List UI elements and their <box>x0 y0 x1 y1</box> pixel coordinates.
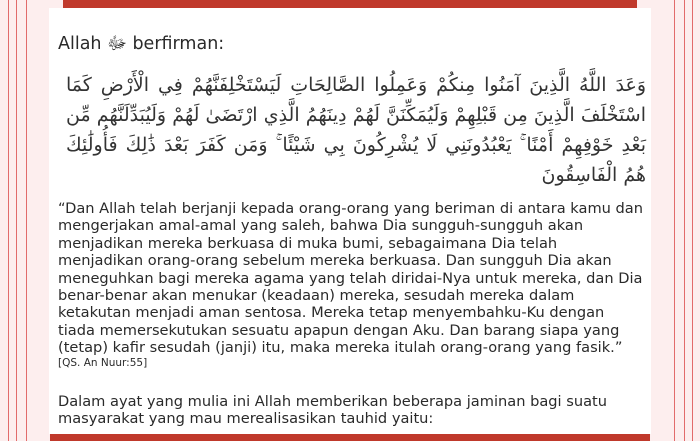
verse-reference: [QS. An Nuur:55] <box>58 357 148 369</box>
left-edge-line-3 <box>26 0 27 441</box>
arabic-verse: وَعَدَ اللَّهُ الَّذِينَ آمَنُوا مِنكُمْ وَعَمِلُوا الصَّالِحَاتِ لَيَسْتَخْلِفَنَّهُمْ فِي الْأَرْضِ كَمَا اسْتَخْلَفَ الَّذِينَ مِن قَبْلِهِمْ وَلَيُمَكِّنَنَّ لَهُمْ دِينَهُمُ الَّذِي ارْتَضَىٰ لَهُمْ وَلَيُبَدِّلَنَّهُم مِّن بَعْدِ خَوْفِهِمْ أَمْنًا ۚ يَعْبُدُونَنِي لَا يُشْرِكُونَ بِي شَيْئًا ۚ وَمَن كَفَرَ بَعْدَ ذَٰلِكَ فَأُولَٰئِكَ هُمُ الْفَاسِقُونَ <box>66 74 646 186</box>
closing-paragraph: Dalam ayat yang mulia ini Allah memberikan beberapa jaminan bagi suatu masyarakat yang mau merealisasikan tauhid yaitu: <box>58 393 608 428</box>
intro-verb: berfirman: <box>132 34 225 54</box>
intro-name: Allah <box>58 34 102 54</box>
right-edge-line-3 <box>692 0 693 441</box>
left-edge-line-1 <box>8 0 9 441</box>
left-edge-line-2 <box>16 0 17 441</box>
bottom-accent-bar <box>50 434 650 441</box>
top-accent-bar <box>63 0 637 8</box>
right-edge-line-2 <box>684 0 685 441</box>
right-edge-line-1 <box>674 0 675 441</box>
honorific-glyph: ﷻ <box>107 34 127 54</box>
verse-translation: “Dan Allah telah berjanji kepada orang-orang yang beriman di antara kamu dan mengerjakan amal-amal yang saleh, bahwa Dia sungguh-sungguh akan menjadikan mereka berkuasa di muka bumi, sebagaimana Dia telah menjadikan orang-orang sebelum mereka berkuasa. Dan sungguh Dia akan meneguhkan bagi mereka agama yang telah diridai-Nya untuk mereka, dan Dia benar-benar akan menukar (keadaan) mereka, sesudah mereka dalam ketakutan menjadi aman sentosa. Mereka tetap menyembahku-Ku dengan tiada memersekutukan sesuatu apapun dengan Aku. Dan barang siapa yang (tetap) kafir sesudah (janji) itu, maka mereka itulah orang-orang yang fasik.” <box>58 200 644 357</box>
intro-line <box>58 32 224 58</box>
